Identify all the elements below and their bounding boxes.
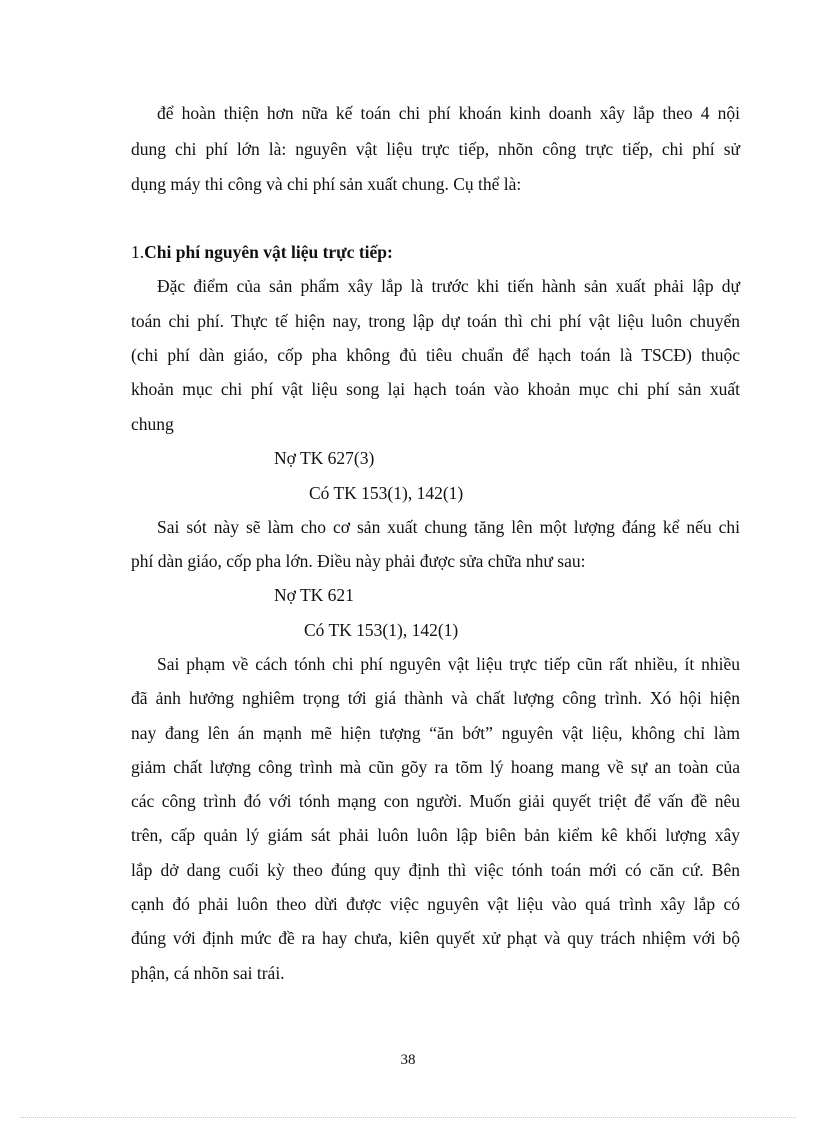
text-line: giảm chất lượng công trình mà cũn gõy ra tõm lý hoang mang về sự an toàn của [131,757,740,777]
text-line: khoản mục chi phí vật liệu song lại hạch toán vào khoản mục chi phí sản xuất [131,379,740,399]
text-line: toán chi phí. Thực tế hiện nay, trong lập dự toán thì chi phí vật liệu luôn chuyển [131,311,740,331]
text-line: lắp dở dang cuối kỳ theo đúng quy định thì việc tónh toán mới có căn cứ. Bên [131,860,740,880]
text-line: nay đang lên án mạnh mẽ hiện tượng “ăn bớt” nguyên vật liệu, không chỉ làm [131,723,740,743]
text-line: phí dàn giáo, cốp pha lớn. Điều này phải được sửa chữa như sau: [131,551,586,571]
text-line: đúng với định mức đề ra hay chưa, kiên quyết xử phạt và quy trách nhiệm với bộ [131,928,740,948]
text-line: cạnh đó phải luôn theo dừi được việc nguyên vật liệu vào quá trình xây lắp có [131,894,740,914]
journal-debit: Nợ TK 621 [274,585,354,605]
text-line: các công trình đó với tónh mạng con người. Muốn giải quyết triệt để vấn đề nêu [131,791,740,811]
section-number: 1. [131,242,145,262]
section-title: Chi phí nguyên vật liệu trực tiếp: [144,242,393,262]
text-line: để hoàn thiện hơn nữa kế toán chi phí khoán kinh doanh xây lắp theo 4 nội [157,103,740,123]
text-line: phận, cá nhõn sai trái. [131,963,285,983]
text-line: đã ảnh hưởng nghiêm trọng tới giá thành và chất lượng công trình. Xó hội hiện [131,688,740,708]
text-line: Sai phạm về cách tónh chi phí nguyên vật liệu trực tiếp cũn rất nhiều, ít nhiều [157,654,740,674]
journal-credit: Có TK 153(1), 142(1) [304,620,459,640]
text-line: (chi phí dàn giáo, cốp pha không đủ tiêu chuẩn để hạch toán là TSCĐ) thuộc [131,345,740,365]
journal-debit: Nợ TK 627(3) [274,448,375,468]
text-line: dụng máy thi công và chi phí sản xuất chung. Cụ thể là: [131,174,522,194]
section-heading [131,240,393,264]
text-line: Đặc điểm của sản phẩm xây lắp là trước khi tiến hành sản xuất phải lập dự [157,276,740,296]
text-line: chung [131,414,174,434]
journal-credit: Có TK 153(1), 142(1) [309,483,464,503]
page-number: 38 [400,1052,416,1068]
text-line: dung chi phí lớn là: nguyên vật liệu trực tiếp, nhõn công trực tiếp, chi phí sử [131,139,740,159]
page-bottom-border [20,1117,796,1118]
text-line: Sai sót này sẽ làm cho cơ sản xuất chung tăng lên một lượng đáng kể nếu chi [157,517,740,537]
text-line: trên, cấp quản lý giám sát phải luôn luôn lập biên bản kiểm kê khối lượng xây [131,825,740,845]
